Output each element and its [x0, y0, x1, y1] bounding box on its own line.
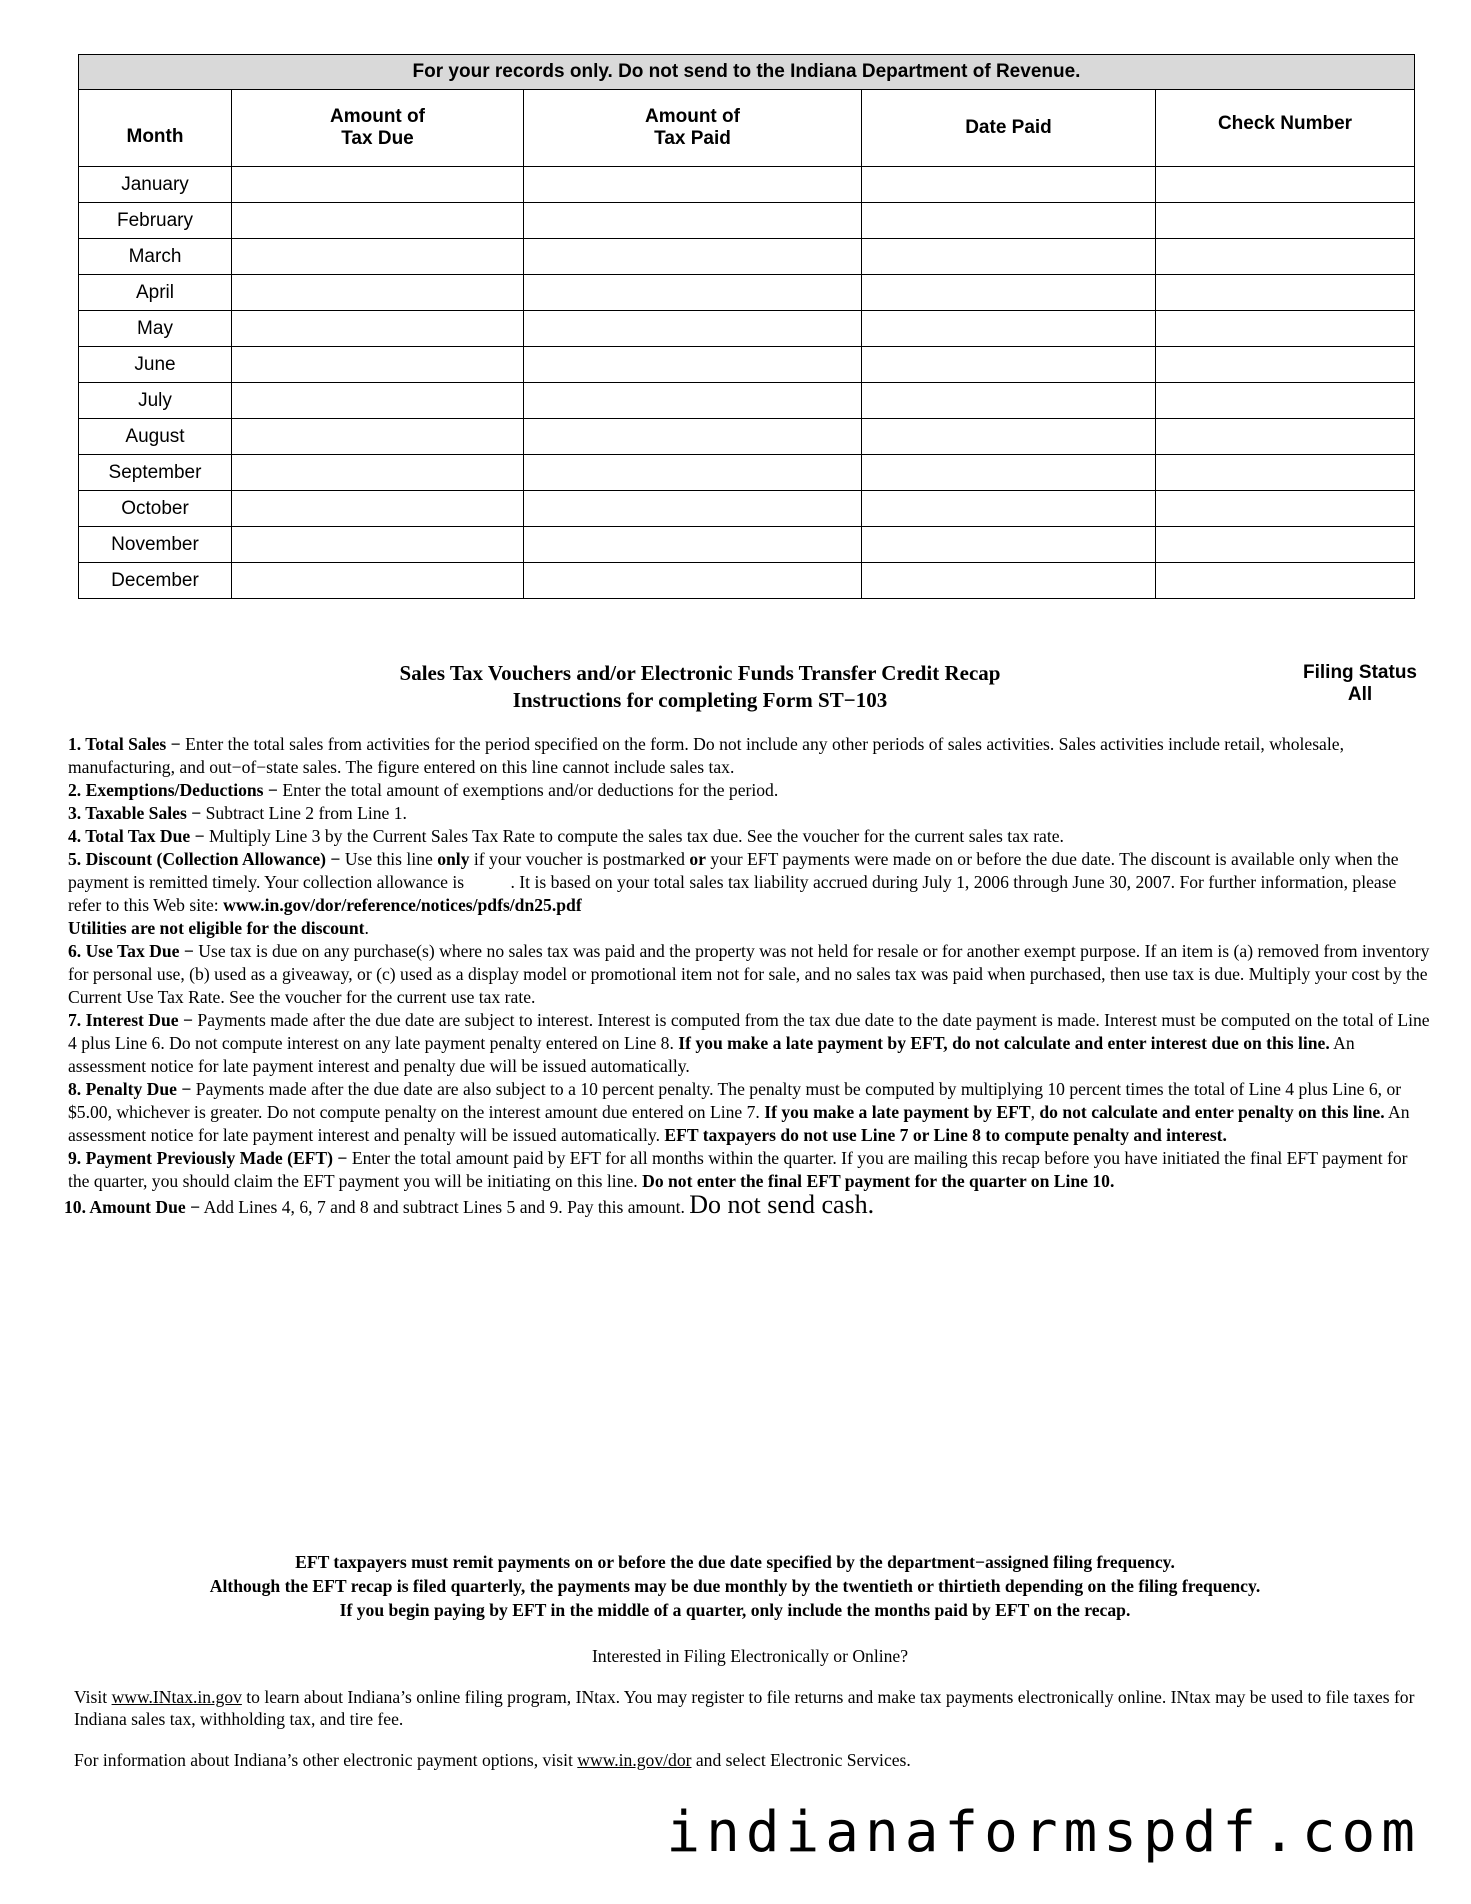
tax-paid-cell[interactable]	[524, 383, 862, 419]
month-cell: November	[79, 527, 232, 563]
check-number-cell[interactable]	[1156, 419, 1415, 455]
header-tax-due: Amount of Tax Due	[232, 90, 524, 167]
tax-due-cell[interactable]	[232, 167, 524, 203]
dor-paragraph: For information about Indiana’s other electronic payment options, visit www.in.gov/dor and select Electronic Services.	[74, 1750, 911, 1770]
instruction-line-9: 9. Payment Previously Made (EFT) − Enter the total amount paid by EFT for all months within the quarter. If you are mailing this recap before you have initiated the final EFT payment for the quarter, you should claim the EFT payment you will be initiating on this line. Do not enter the final EFT payment for the quarter on Line 10.	[68, 1148, 1408, 1191]
tax-due-cell[interactable]	[232, 275, 524, 311]
month-cell: July	[79, 383, 232, 419]
month-cell: January	[79, 167, 232, 203]
header-date-paid: Date Paid	[862, 90, 1156, 167]
tax-due-cell[interactable]	[232, 455, 524, 491]
header-tax-paid: Amount of Tax Paid	[524, 90, 862, 167]
check-number-cell[interactable]	[1156, 527, 1415, 563]
check-number-cell[interactable]	[1156, 563, 1415, 599]
tax-due-cell[interactable]	[232, 383, 524, 419]
table-row	[79, 167, 1415, 203]
tax-due-cell[interactable]	[232, 203, 524, 239]
tax-paid-cell[interactable]	[524, 275, 862, 311]
instruction-line-7: 7. Interest Due − Payments made after the due date are subject to interest. Interest is computed from the tax due date to the date payment is made. Interest must be computed on the total of Line 4 plus Line 6. Do not compute interest on any late payment penalty entered on Line 8. If you make a late payment by EFT, do not calculate and enter interest due on this line. An assessment notice for late payment interest and penalty due will be issued automatically.	[68, 1010, 1430, 1076]
header-month: Month	[79, 90, 232, 167]
date-paid-cell[interactable]	[862, 455, 1156, 491]
date-paid-cell[interactable]	[862, 275, 1156, 311]
instruction-line-4: 4. Total Tax Due − Multiply Line 3 by the Current Sales Tax Rate to compute the sales tax due. See the voucher for the current sales tax rate.	[68, 826, 1064, 846]
intax-paragraph: Visit www.INtax.in.gov to learn about Indiana’s online filing program, INtax. You may register to file returns and make tax payments electronically online. INtax may be used to file taxes for Indiana sales tax, withholding tax, and tire fee.	[74, 1687, 1415, 1729]
tax-paid-cell[interactable]	[524, 347, 862, 383]
instruction-line-8: 8. Penalty Due − Payments made after the due date are also subject to a 10 percent penalty. The penalty must be computed by multiplying 10 percent times the total of Line 4 plus Line 6, or $5.00, whichever is greater. Do not compute penalty on the interest amount due entered on Line 7. If you make a late payment by EFT, do not calculate and enter penalty on this line. An assessment notice for late payment interest and penalty will be issued automatically. EFT taxpayers do not use Line 7 or Line 8 to compute penalty and interest.	[68, 1079, 1410, 1145]
date-paid-cell[interactable]	[862, 563, 1156, 599]
month-cell: August	[79, 419, 232, 455]
table-row	[79, 527, 1415, 563]
table-row	[79, 239, 1415, 275]
header-check-number: Check Number	[1156, 90, 1415, 167]
date-paid-cell[interactable]	[862, 311, 1156, 347]
check-number-cell[interactable]	[1156, 203, 1415, 239]
tax-due-cell[interactable]	[232, 419, 524, 455]
month-cell: February	[79, 203, 232, 239]
dn25-url[interactable]: www.in.gov/dor/reference/notices/pdfs/dn25.pdf	[223, 895, 582, 915]
check-number-cell[interactable]	[1156, 347, 1415, 383]
records-banner: For your records only. Do not send to the Indiana Department of Revenue.	[79, 55, 1415, 90]
check-number-cell[interactable]	[1156, 167, 1415, 203]
recap-title: Sales Tax Vouchers and/or Electronic Funds Transfer Credit Recap Instructions for completing Form ST−103	[399, 661, 1001, 712]
date-paid-cell[interactable]	[862, 203, 1156, 239]
tax-paid-cell[interactable]	[524, 455, 862, 491]
date-paid-cell[interactable]	[862, 239, 1156, 275]
instruction-line-1: 1. Total Sales − Enter the total sales from activities for the period specified on the form. Do not include any other periods of sales activities. Sales activities include retail, wholesale, manufacturing, and out−of−state sales. The figure entered on this line cannot include sales tax.	[68, 734, 1344, 777]
table-row	[79, 455, 1415, 491]
tax-due-cell[interactable]	[232, 491, 524, 527]
records-table	[78, 54, 1415, 599]
table-row	[79, 419, 1415, 455]
table-row	[79, 203, 1415, 239]
tax-paid-cell[interactable]	[524, 491, 862, 527]
intax-link[interactable]: www.INtax.in.gov	[111, 1687, 242, 1707]
tax-due-cell[interactable]	[232, 311, 524, 347]
month-cell: October	[79, 491, 232, 527]
tax-due-cell[interactable]	[232, 527, 524, 563]
instruction-line-10: 10. Amount Due − Add Lines 4, 6, 7 and 8 and subtract Lines 5 and 9. Pay this amount. Do not send cash.	[64, 1190, 875, 1219]
instructions	[64, 733, 1430, 1219]
month-cell: December	[79, 563, 232, 599]
tax-paid-cell[interactable]	[524, 527, 862, 563]
tax-paid-cell[interactable]	[524, 311, 862, 347]
table-row	[79, 347, 1415, 383]
tax-paid-cell[interactable]	[524, 563, 862, 599]
check-number-cell[interactable]	[1156, 239, 1415, 275]
instruction-line-3: 3. Taxable Sales − Subtract Line 2 from Line 1.	[68, 803, 407, 823]
records-header-row	[79, 90, 1415, 167]
eft-notice: EFT taxpayers must remit payments on or before the due date specified by the department−assigned filing frequency. Although the EFT recap is filed quarterly, the payments may be due monthly by the twentieth or thirtieth depending on the filing frequency. If you begin paying by EFT in the middle of a quarter, only include the months paid by EFT on the recap.	[209, 1552, 1261, 1620]
check-number-cell[interactable]	[1156, 455, 1415, 491]
table-row	[79, 491, 1415, 527]
check-number-cell[interactable]	[1156, 383, 1415, 419]
tax-due-cell[interactable]	[232, 239, 524, 275]
instruction-line-6: 6. Use Tax Due − Use tax is due on any purchase(s) where no sales tax was paid and the property was not held for resale or for another exempt purpose. If an item is (a) removed from inventory for personal use, (b) used as a giveaway, or (c) used as a display model or promotional item not for sale, and no sales tax was paid when purchased, then use tax is due. Multiply your cost by the Current Use Tax Rate. See the voucher for the current use tax rate.	[68, 941, 1430, 1007]
month-cell: March	[79, 239, 232, 275]
date-paid-cell[interactable]	[862, 419, 1156, 455]
watermark: indianaformspdf.com	[666, 1800, 1421, 1865]
instruction-line-5: 5. Discount (Collection Allowance) − Use this line only if your voucher is postmarked or your EFT payments were made on or before the due date. The discount is available only when the payment is remitted timely. Your collection allowance is . It is based on your total sales tax liability accrued during July 1, 2006 through June 30, 2007. For further information, please refer to this Web site: www.in.gov/dor/reference/notices/pdfs/dn25.pdf Utilities are not eligible for the discount.	[68, 849, 1399, 938]
filing-status: Filing Status All	[1303, 662, 1417, 705]
month-cell: June	[79, 347, 232, 383]
table-row	[79, 383, 1415, 419]
table-row	[79, 275, 1415, 311]
table-row	[79, 563, 1415, 599]
table-row	[79, 311, 1415, 347]
tax-paid-cell[interactable]	[524, 203, 862, 239]
tax-paid-cell[interactable]	[524, 419, 862, 455]
check-number-cell[interactable]	[1156, 491, 1415, 527]
month-cell: April	[79, 275, 232, 311]
month-cell: September	[79, 455, 232, 491]
check-number-cell[interactable]	[1156, 275, 1415, 311]
date-paid-cell[interactable]	[862, 167, 1156, 203]
date-paid-cell[interactable]	[862, 347, 1156, 383]
check-number-cell[interactable]	[1156, 311, 1415, 347]
tax-due-cell[interactable]	[232, 347, 524, 383]
date-paid-cell[interactable]	[862, 383, 1156, 419]
date-paid-cell[interactable]	[862, 527, 1156, 563]
dor-link[interactable]: www.in.gov/dor	[577, 1750, 692, 1770]
instruction-line-2: 2. Exemptions/Deductions − Enter the total amount of exemptions and/or deductions for the period.	[68, 780, 779, 800]
month-cell: May	[79, 311, 232, 347]
date-paid-cell[interactable]	[862, 491, 1156, 527]
online-filing-question: Interested in Filing Electronically or Online?	[591, 1646, 909, 1666]
tax-due-cell[interactable]	[232, 563, 524, 599]
tax-paid-cell[interactable]	[524, 239, 862, 275]
tax-paid-cell[interactable]	[524, 167, 862, 203]
